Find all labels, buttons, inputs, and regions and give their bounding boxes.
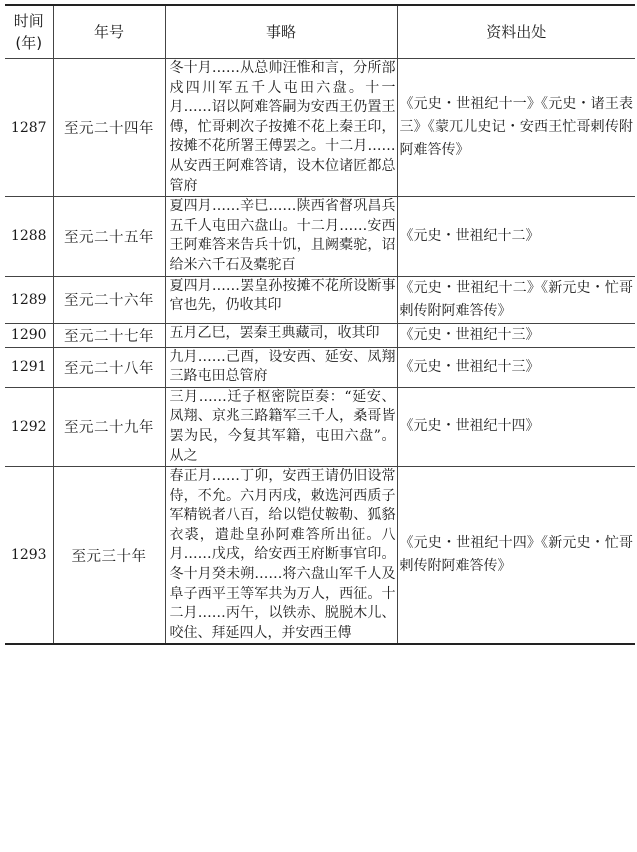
table-row [5, 347, 635, 387]
era-cell: 至元二十五年 [53, 197, 165, 276]
year-cell: 1290 [5, 323, 53, 347]
era-cell: 至元二十八年 [53, 347, 165, 387]
source-cell: 《元史・世祖纪十二》 [397, 197, 635, 276]
year-cell: 1291 [5, 347, 53, 387]
source-cell: 《元史・世祖纪十四》 [397, 387, 635, 466]
events-cell: 夏四月……罢皇孙按摊不花所设断事官也先，仍收其印 [165, 276, 397, 323]
year-cell: 1287 [5, 59, 53, 197]
header-time [5, 5, 53, 59]
table-row [5, 387, 635, 466]
header-source: 资料出处 [397, 5, 635, 59]
events-cell: 三月……迁子枢密院臣奏：“延安、凤翔、京兆三路籍军三千人，桑哥皆罢为民，今复其军籍，屯田六盘”。从之 [165, 387, 397, 466]
era-cell: 至元二十九年 [53, 387, 165, 466]
table-header-row [5, 5, 635, 59]
year-cell: 1289 [5, 276, 53, 323]
era-cell: 至元二十四年 [53, 59, 165, 197]
year-cell: 1293 [5, 467, 53, 645]
era-cell: 至元二十六年 [53, 276, 165, 323]
header-time-line2: (年) [15, 34, 43, 52]
header-time-line1: 时间 [13, 12, 44, 30]
year-cell: 1292 [5, 387, 53, 466]
year-cell: 1288 [5, 197, 53, 276]
table-row [5, 276, 635, 323]
header-era: 年号 [53, 5, 165, 59]
table-row [5, 467, 635, 645]
era-cell: 至元二十七年 [53, 323, 165, 347]
table-row [5, 323, 635, 347]
header-events: 事略 [165, 5, 397, 59]
events-cell: 夏四月……辛巳……陕西省督巩昌兵五千人屯田六盘山。十二月……安西王阿难答来告兵十饥，且阙橐驼，诏给米六千石及橐驼百 [165, 197, 397, 276]
source-cell: 《元史・世祖纪十二》《新元史・忙哥剌传附阿难答传》 [397, 276, 635, 323]
source-cell: 《元史・世祖纪十四》《新元史・忙哥剌传附阿难答传》 [397, 467, 635, 645]
events-cell: 九月……己酉，设安西、延安、凤翔三路屯田总管府 [165, 347, 397, 387]
table-row [5, 59, 635, 197]
annals-table [5, 4, 635, 645]
events-cell: 五月乙巳，罢秦王典藏司，收其印 [165, 323, 397, 347]
events-cell: 春正月……丁卯，安西王请仍旧设常侍，不允。六月丙戌，敕选河西质子军精锐者八百，给以铠仗鞍勒、狐貉衣裘，遣赴皇孙阿难答所出征。八月……戊戌，给安西王府断事官印。冬十月癸未朔……将六盘山军千人及阜子西平王等军共为万人，西征。十二月……丙午，以铁赤、脱脱木儿、咬住、拜延四人，并安西王傅 [165, 467, 397, 645]
source-cell: 《元史・世祖纪十一》《元史・诸王表三》《蒙兀儿史记・安西王忙哥剌传附阿难答传》 [397, 59, 635, 197]
annals-table-container [5, 4, 635, 645]
events-cell: 冬十月……从总帅汪惟和言，分所部戍四川军五千人屯田六盘。十一月……诏以阿难答嗣为安西王仍置王傅，忙哥剌次子按摊不花上秦王印，按摊不花所署王傅罢之。十二月……从安西王阿难答请，设木位诸匠都总管府 [165, 59, 397, 197]
source-cell: 《元史・世祖纪十三》 [397, 347, 635, 387]
era-cell: 至元三十年 [53, 467, 165, 645]
table-row [5, 197, 635, 276]
source-cell: 《元史・世祖纪十三》 [397, 323, 635, 347]
